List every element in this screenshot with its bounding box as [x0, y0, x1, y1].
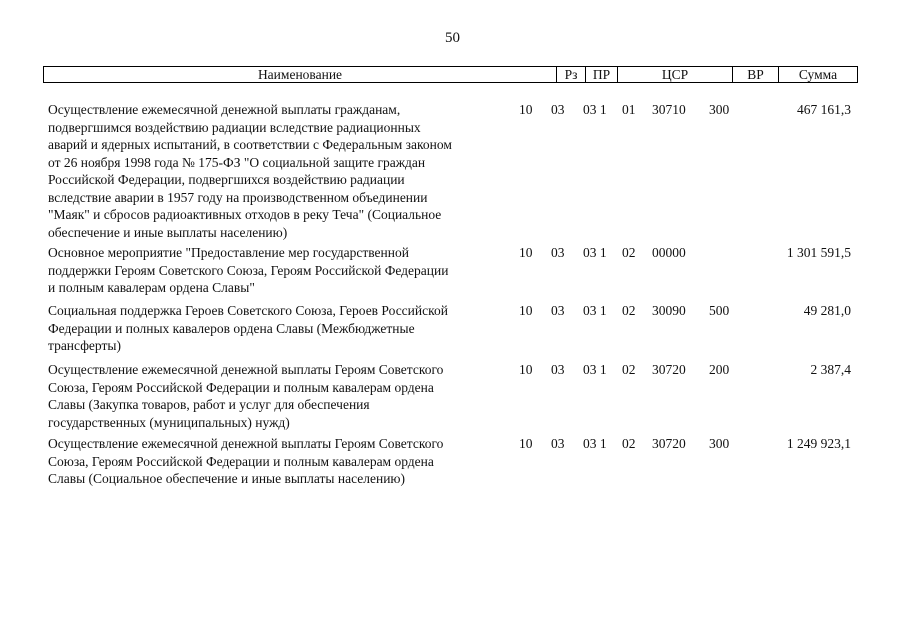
- row-name-line: обеспечение и иные выплаты населению): [48, 224, 288, 240]
- row-rz: 10: [519, 102, 533, 117]
- row-vr: 500: [709, 303, 730, 318]
- row-name: [48, 302, 508, 355]
- header-sum: Сумма: [778, 67, 857, 82]
- row-csr-program: 03 1: [583, 436, 607, 451]
- row-csr-subprogram: 02: [622, 245, 636, 260]
- row-name-line: трансферты): [48, 338, 121, 353]
- row-name: [48, 435, 508, 488]
- header-name: Наименование: [257, 67, 343, 82]
- row-name-line: Славы (Закупка товаров, работ и услуг для обеспечения: [48, 397, 370, 412]
- row-csr-program: 03 1: [583, 245, 607, 260]
- row-name-line: "Маяк" и сбросов радиоактивных отходов в реку Теча" (Социальное: [48, 207, 442, 222]
- row-sum: 1 301 591,5: [786, 245, 851, 260]
- row-csr-program: 03 1: [583, 362, 607, 377]
- row-csr-program: 03 1: [583, 102, 607, 117]
- row-name-line: и полным кавалерам ордена Славы": [48, 280, 255, 295]
- row-name: [48, 361, 508, 431]
- row-csr-subprogram: 02: [622, 436, 636, 451]
- page-number: 50: [445, 30, 460, 46]
- row-vr: 200: [709, 362, 730, 377]
- row-name-line: от 26 ноября 1998 года № 175-ФЗ "О социальной защите граждан: [48, 154, 426, 170]
- header-rz: Рз: [556, 67, 585, 82]
- row-name-line: Российской Федерации, подвергшихся воздействию радиации: [48, 172, 405, 187]
- row-name-line: аварий и ядерных испытаний, в соответствии с Федеральным законом: [48, 137, 452, 152]
- row-sum: 1 249 923,1: [786, 436, 851, 451]
- row-name-line: государственных (муниципальных) нужд): [48, 414, 290, 430]
- row-rz: 10: [519, 245, 533, 260]
- row-name: [48, 244, 508, 297]
- row-name-line: поддержки Героям Советского Союза, Героям Российской Федерации: [48, 262, 449, 278]
- row-name-line: подвергшимся воздействию радиации вследствие радиационных: [48, 119, 421, 135]
- row-pr: 03: [551, 303, 565, 318]
- row-name-line: Осуществление ежемесячной денежной выплаты гражданам,: [48, 102, 401, 117]
- row-name: [48, 101, 508, 241]
- header-pr: ПР: [585, 67, 617, 82]
- row-csr-code: 30720: [652, 362, 686, 377]
- row-csr-subprogram: 02: [622, 362, 636, 377]
- row-rz: 10: [519, 303, 533, 318]
- row-pr: 03: [551, 436, 565, 451]
- row-sum: 49 281,0: [803, 303, 851, 318]
- row-name-line: Осуществление ежемесячной денежной выплаты Героям Советского: [48, 436, 444, 451]
- header-csr: ЦСР: [617, 67, 732, 82]
- row-sum: 467 161,3: [797, 102, 851, 117]
- row-pr: 03: [551, 102, 565, 117]
- row-name-line: Социальная поддержка Героев Советского Союза, Героев Российской: [48, 303, 448, 318]
- row-csr-code: 30090: [652, 303, 686, 318]
- row-pr: 03: [551, 245, 565, 260]
- row-name-line: Основное мероприятие "Предоставление мер государственной: [48, 245, 409, 260]
- row-csr-code: 30720: [652, 436, 686, 451]
- row-sum: 2 387,4: [810, 362, 851, 377]
- row-pr: 03: [551, 362, 565, 377]
- row-name-line: Славы (Социальное обеспечение и иные выплаты населению): [48, 471, 406, 486]
- row-name-line: вследствие аварии в 1957 году на производственном объединении: [48, 189, 428, 205]
- row-csr-subprogram: 02: [622, 303, 636, 318]
- row-vr: 300: [709, 436, 730, 451]
- row-rz: 10: [519, 436, 533, 451]
- row-name-line: Союза, Героям Российской Федерации и полным кавалерам ордена: [48, 453, 434, 469]
- row-csr-code: 00000: [652, 245, 686, 260]
- row-csr-subprogram: 01: [622, 102, 636, 117]
- row-csr-code: 30710: [652, 102, 686, 117]
- row-name-line: Осуществление ежемесячной денежной выплаты Героям Советского: [48, 362, 444, 377]
- row-name-line: Союза, Героям Российской Федерации и полным кавалерам ордена: [48, 379, 434, 395]
- table-header: [43, 66, 858, 83]
- row-name-line: Федерации и полных кавалеров ордена Славы (Межбюджетные: [48, 320, 415, 336]
- row-csr-program: 03 1: [583, 303, 607, 318]
- header-vr: ВР: [732, 67, 778, 82]
- row-vr: 300: [709, 102, 730, 117]
- row-rz: 10: [519, 362, 533, 377]
